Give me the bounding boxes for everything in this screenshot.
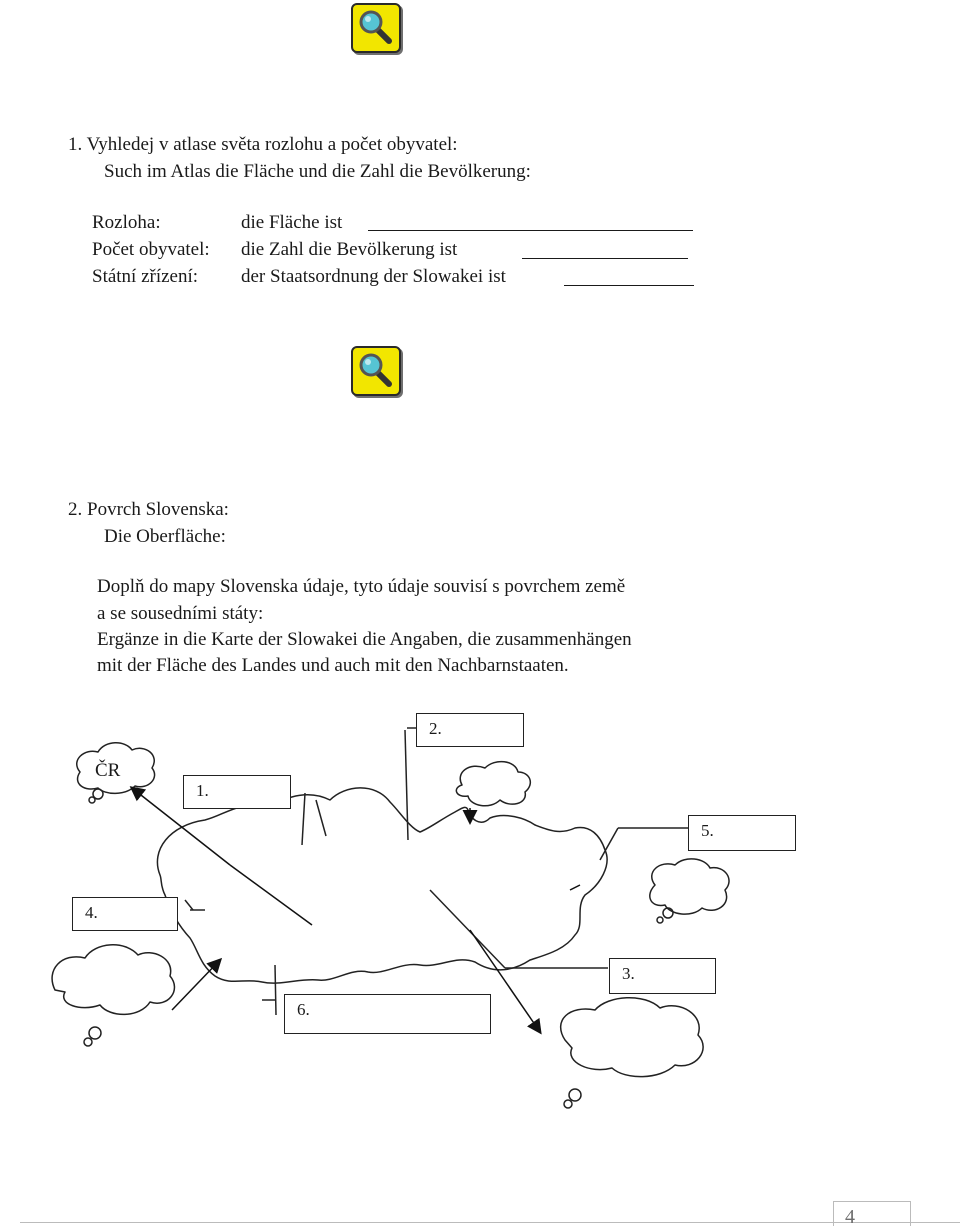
instruction-line: Ergänze in die Karte der Slowakei die Angaben, die zusammenhängen bbox=[97, 629, 632, 650]
map-answer-box-5[interactable]: 5. bbox=[688, 815, 796, 851]
cloud-south bbox=[561, 998, 703, 1077]
cloud-southwest bbox=[52, 945, 174, 1015]
pointer-6 bbox=[275, 965, 276, 1015]
map-answer-box-6[interactable]: 6. bbox=[284, 994, 491, 1034]
cloud-east bbox=[650, 859, 729, 914]
row-label-de: der Staatsordnung der Slowakei ist bbox=[241, 266, 506, 287]
task1-heading-de: Such im Atlas die Fläche und die Zahl die Bevölkerung: bbox=[104, 161, 531, 182]
page-number: 4 bbox=[845, 1206, 855, 1228]
cloud-north bbox=[456, 762, 530, 806]
row-label-de: die Zahl die Bevölkerung ist bbox=[241, 239, 458, 260]
task2-heading-cz: 2. Povrch Slovenska: bbox=[68, 499, 229, 520]
answer-blank-area[interactable] bbox=[368, 230, 693, 231]
arrow-4 bbox=[172, 960, 220, 1010]
instruction-line: a se sousedními státy: bbox=[97, 603, 264, 624]
magnifier-icon bbox=[351, 346, 401, 396]
task1-heading-cz: 1. Vyhledej v atlase světa rozlohu a počet obyvatel: bbox=[68, 134, 458, 155]
answer-blank-government[interactable] bbox=[564, 285, 694, 286]
cloud-label-cr: ČR bbox=[95, 760, 121, 781]
footer-rule bbox=[20, 1222, 960, 1223]
map-answer-box-1[interactable]: 1. bbox=[183, 775, 291, 809]
instruction-line: Doplň do mapy Slovenska údaje, tyto údaje souvisí s povrchem země bbox=[97, 576, 626, 597]
instruction-line: mit der Fläche des Landes und auch mit den Nachbarnstaaten. bbox=[97, 655, 569, 676]
slovakia-outline bbox=[157, 788, 607, 983]
pointer-2 bbox=[405, 730, 408, 840]
arrow-5 bbox=[570, 885, 580, 890]
row-label-cz: Státní zřízení: bbox=[92, 266, 199, 287]
task2-heading-de: Die Oberfläche: bbox=[104, 526, 226, 547]
map-answer-box-4[interactable]: 4. bbox=[72, 897, 178, 931]
slovakia-map-drawing bbox=[0, 700, 960, 1220]
pointer-4 bbox=[185, 900, 193, 910]
row-label-cz: Počet obyvatel: bbox=[92, 239, 210, 260]
answer-blank-population[interactable] bbox=[522, 258, 688, 259]
map-answer-box-2[interactable]: 2. bbox=[416, 713, 524, 747]
magnifier-icon bbox=[351, 3, 401, 53]
pointer-1 bbox=[302, 793, 305, 845]
row-label-cz: Rozloha: bbox=[92, 212, 161, 233]
row-label-de: die Fläche ist bbox=[241, 212, 343, 233]
map-answer-box-3[interactable]: 3. bbox=[609, 958, 716, 994]
